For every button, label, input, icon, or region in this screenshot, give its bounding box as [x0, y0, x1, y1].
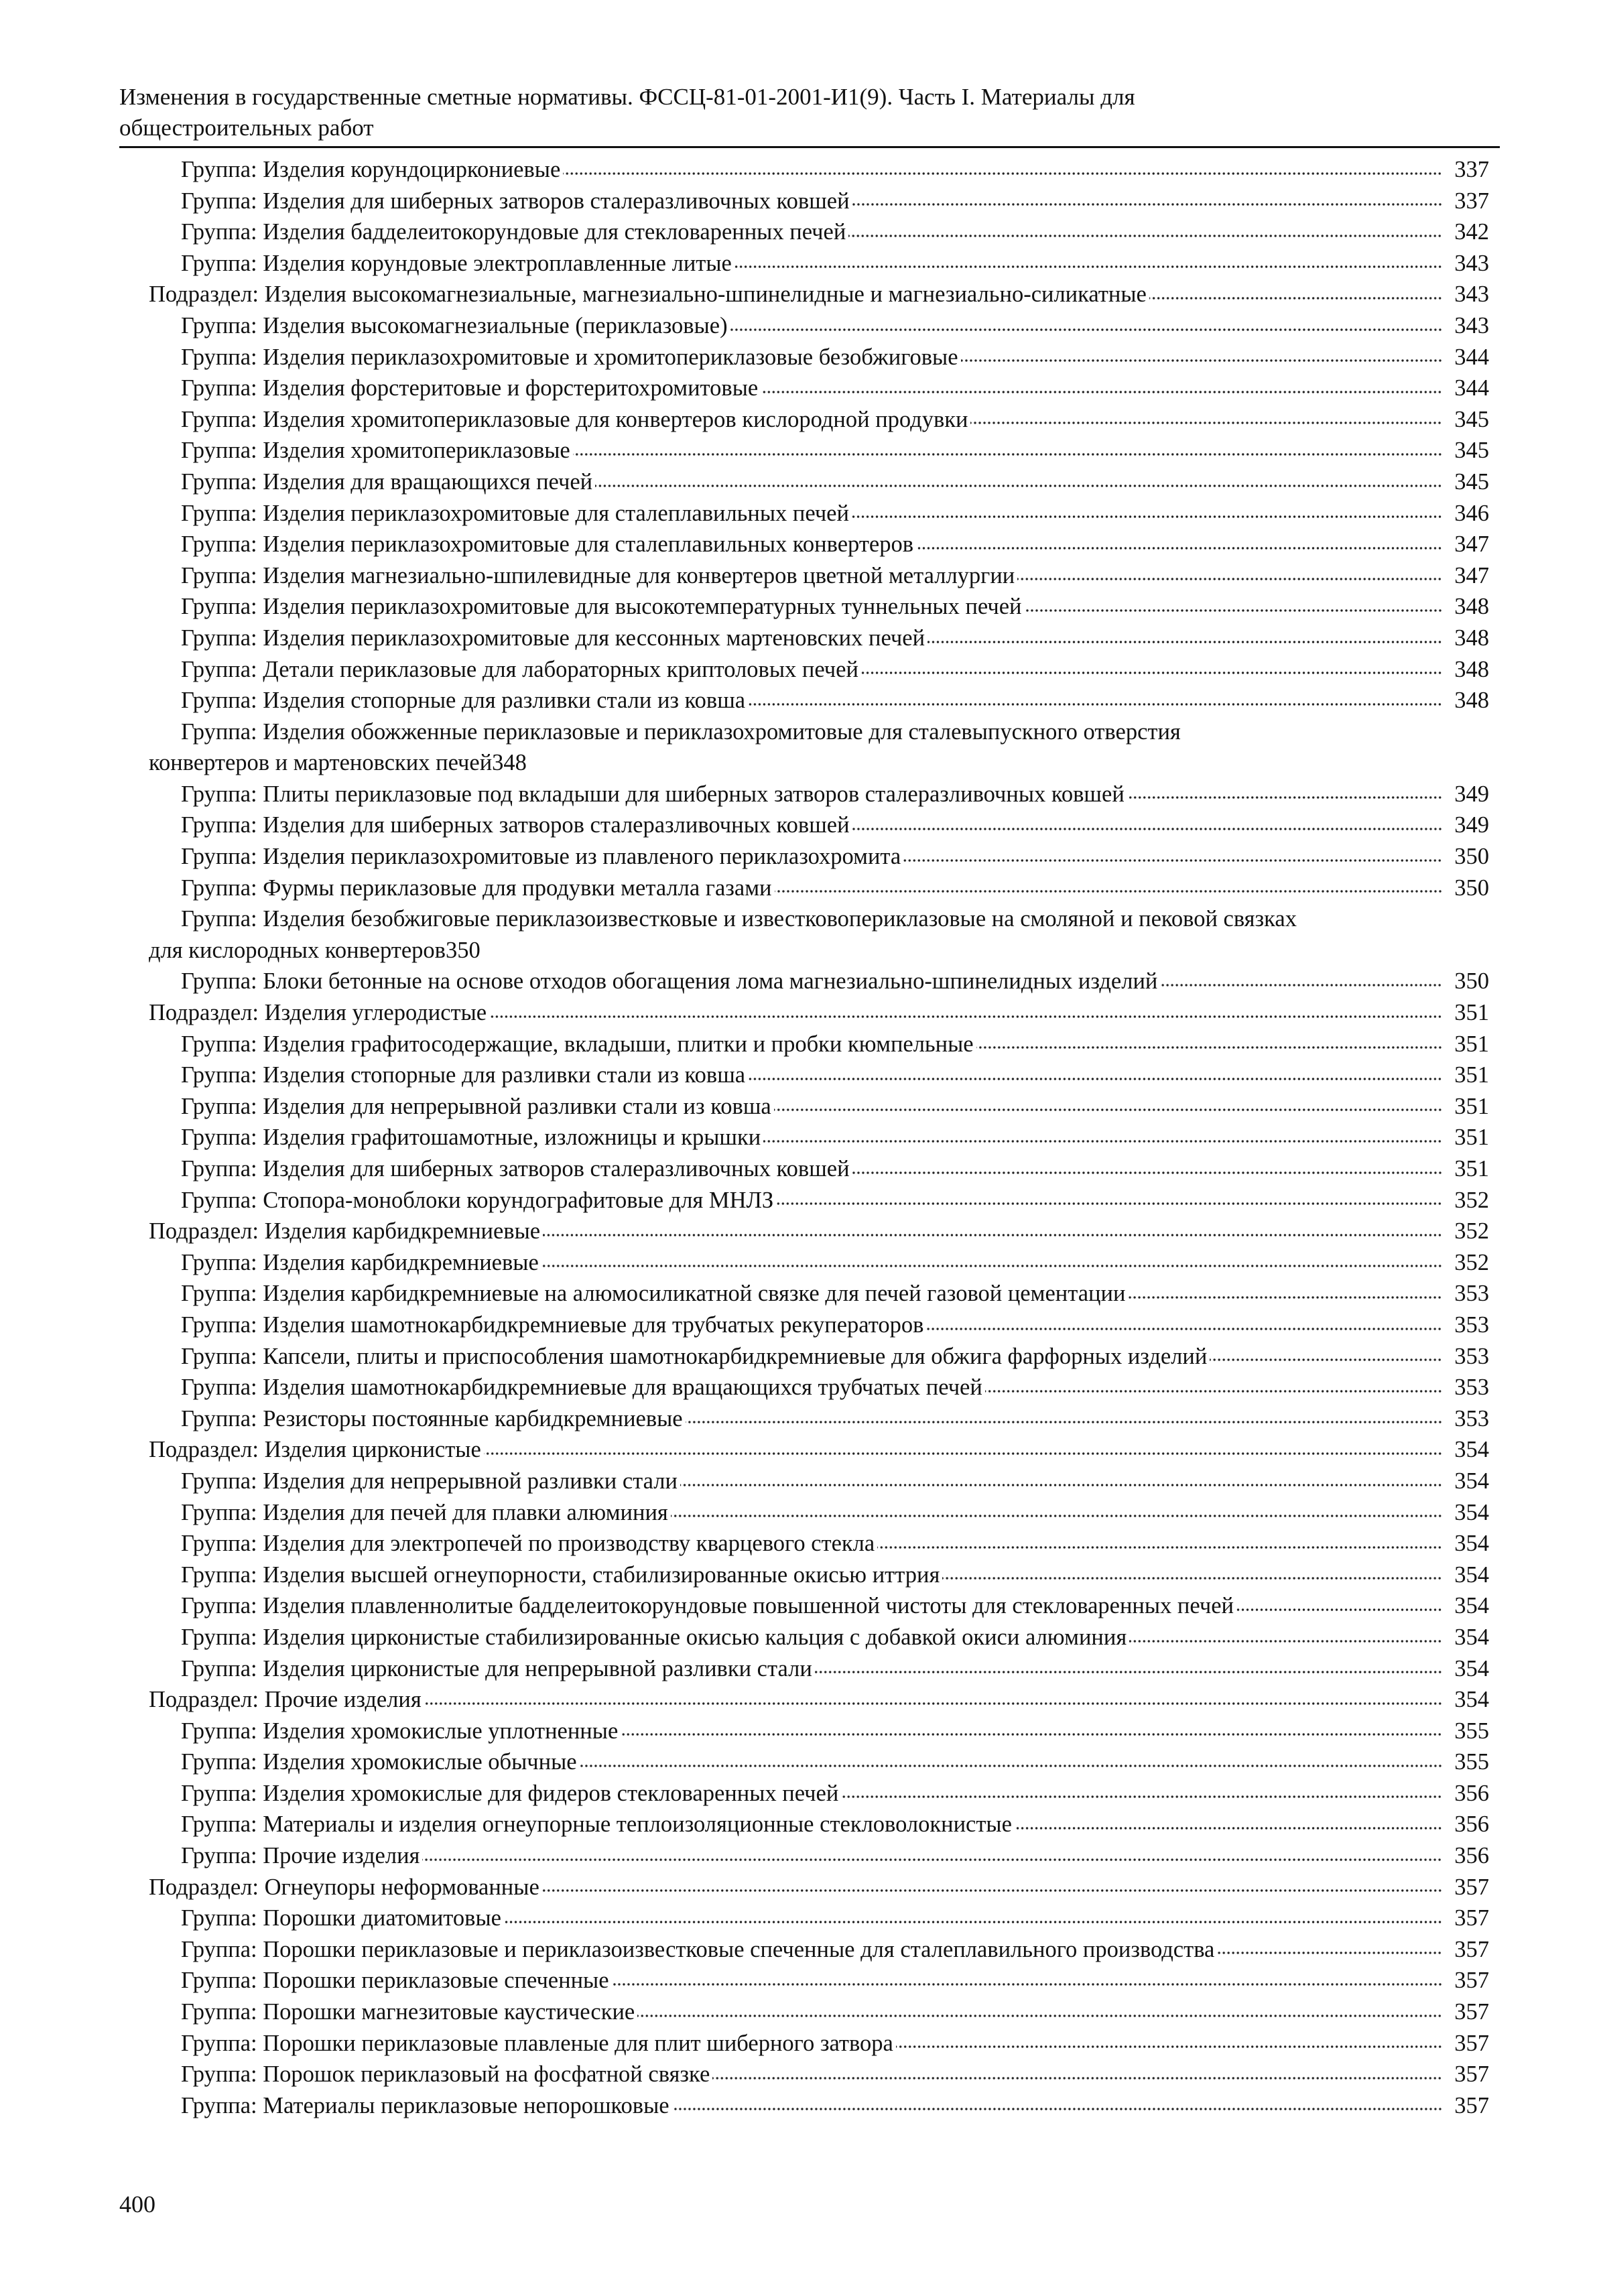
toc-entry-group	[149, 1060, 1489, 1091]
toc-entry-group	[149, 1091, 1489, 1123]
dot-leader	[775, 887, 1442, 895]
dot-leader	[1015, 1824, 1442, 1832]
toc-entry-group	[149, 1403, 1489, 1435]
toc-entry-group	[149, 685, 1489, 716]
toc-entry-title: Группа: Плиты периклазовые под вкладыши для шиберных затворов сталеразливочных ковшей	[181, 781, 1125, 807]
toc-entry-group	[149, 2090, 1489, 2122]
toc-entry-title: Группа: Материалы периклазовые непорошковые	[181, 2092, 669, 2118]
toc-page-number: 350	[1454, 875, 1489, 901]
toc-page-number: 352	[1454, 1218, 1489, 1245]
dot-leader	[580, 1762, 1442, 1770]
toc-entry-group	[149, 623, 1489, 654]
dot-leader	[852, 200, 1442, 208]
toc-entry-group	[149, 1965, 1489, 1996]
toc-entry-title: Группа: Изделия периклазохромитовые для сталеплавильных печей	[181, 500, 849, 526]
toc-entry-title: Группа: Изделия корундоциркониевые	[181, 157, 561, 182]
toc-entry-group	[149, 466, 1489, 498]
dot-leader	[970, 419, 1442, 427]
toc-entry-group	[149, 1185, 1489, 1216]
dot-leader	[896, 2043, 1442, 2051]
dot-leader	[1210, 1356, 1442, 1364]
toc-page-number: 354	[1454, 1468, 1489, 1494]
toc-entry-group	[149, 216, 1489, 248]
dot-leader	[671, 1512, 1442, 1520]
toc-entry-title: Группа: Изделия для непрерывной разливки стали из ковша	[181, 1093, 771, 1119]
toc-page-number: 357	[1454, 2061, 1489, 2088]
toc-page-number: 351	[1454, 1031, 1489, 1057]
toc-entry-title: Группа: Прочие изделия	[181, 1843, 420, 1869]
toc-page-number: 347	[1454, 531, 1489, 558]
dot-leader	[424, 1700, 1442, 1708]
toc-entry-title: Группа: Изделия корундовые электроплавленные литые	[181, 250, 732, 276]
toc-page-number: 353	[1454, 1343, 1489, 1369]
toc-entry-title: Группа: Порошки магнезитовые каустические	[181, 1999, 635, 2025]
dot-leader	[776, 1200, 1442, 1208]
toc-page-number: 349	[1454, 781, 1489, 807]
toc-entry-group	[149, 342, 1489, 373]
toc-page-number: 348	[1454, 594, 1489, 620]
toc-page-number: 350	[1454, 968, 1489, 995]
toc-entry-group	[149, 1122, 1489, 1153]
toc-page-number: 357	[1454, 2092, 1489, 2118]
dot-leader	[1236, 1606, 1442, 1614]
toc-page-number: 351	[1454, 1062, 1489, 1088]
toc-entry-group	[149, 1934, 1489, 1966]
toc-page-number: 346	[1454, 500, 1489, 526]
toc-page-number: 343	[1454, 281, 1489, 308]
toc-entry-title: Подраздел: Изделия высокомагнезиальные, магнезиально-шпинелидные и магнезиально-силикатные	[149, 281, 1147, 308]
toc-entry-subsection	[149, 279, 1489, 310]
toc-entry-group	[149, 529, 1489, 560]
dot-leader	[748, 1075, 1442, 1083]
toc-entry-group	[149, 1590, 1489, 1622]
dot-leader	[1025, 607, 1442, 615]
toc-entry-title: Группа: Изделия для электропечей по производству кварцевого стекла	[181, 1531, 875, 1557]
toc-entry-group	[149, 1559, 1489, 1591]
toc-page-number: 343	[1454, 250, 1489, 276]
toc-entry-title: Группа: Изделия хромокислые для фидеров стекловаренных печей	[181, 1780, 839, 1806]
toc-entry-title: Подраздел: Прочие изделия	[149, 1687, 422, 1713]
toc-entry-title: Группа: Изделия высшей огнеупорности, стабилизированные окисью иттрия	[181, 1561, 940, 1588]
toc-entry-title: Группа: Изделия карбидкремниевые	[181, 1249, 539, 1275]
toc-page-number: 357	[1454, 1874, 1489, 1900]
dot-leader	[861, 669, 1442, 677]
toc-entry-group	[149, 591, 1489, 623]
toc-page-number: 351	[1454, 1156, 1489, 1182]
toc-page-number: 348	[492, 750, 527, 776]
toc-entry-group	[149, 248, 1489, 279]
toc-entry-group	[149, 404, 1489, 436]
toc-entry-group	[149, 1778, 1489, 1809]
dot-leader	[942, 1574, 1442, 1582]
dot-leader	[763, 1137, 1442, 1145]
dot-leader	[730, 326, 1442, 334]
toc-entry-title: Группа: Изделия стопорные для разливки стали из ковша	[181, 688, 746, 714]
toc-entry-title: Группа: Изделия периклазохромитовые для сталеплавильных конвертеров	[181, 531, 914, 558]
toc-entry-group	[149, 966, 1489, 997]
toc-entry-continuation	[149, 935, 1489, 966]
toc-page-number: 345	[1454, 438, 1489, 464]
dot-leader	[712, 2074, 1442, 2082]
toc-page-number: 351	[1454, 1000, 1489, 1026]
toc-entry-group	[149, 2059, 1489, 2090]
dot-leader	[852, 513, 1442, 521]
toc-page-number: 349	[1454, 812, 1489, 838]
dot-leader	[672, 2105, 1442, 2113]
toc-entry-group	[149, 1497, 1489, 1529]
toc-entry-title: Группа: Резисторы постоянные карбидкремниевые	[181, 1405, 683, 1431]
toc-entry-subsection	[149, 1872, 1489, 1903]
toc-entry-group	[149, 1746, 1489, 1778]
toc-entry-group	[149, 2028, 1489, 2059]
toc-entry-group	[149, 1622, 1489, 1653]
dot-leader	[612, 1980, 1442, 1988]
toc-entry-group	[149, 841, 1489, 873]
dot-leader	[1128, 1293, 1442, 1301]
toc-entry-group	[149, 1310, 1489, 1341]
toc-page-number: 356	[1454, 1843, 1489, 1869]
dot-leader	[815, 1668, 1442, 1676]
toc-entry-title: Группа: Стопора-моноблоки корундографитовые для МНЛЗ	[181, 1187, 774, 1213]
toc-page-number: 355	[1454, 1749, 1489, 1775]
toc-entry-group	[149, 154, 1489, 186]
toc-entry-group	[149, 560, 1489, 592]
toc-entry-continuation	[149, 747, 1489, 779]
toc-page-number: 357	[1454, 1905, 1489, 1931]
toc-page-number: 344	[1454, 375, 1489, 401]
header-rule	[119, 146, 1500, 148]
toc-entry-group	[149, 873, 1489, 904]
toc-entry-group	[149, 1996, 1489, 2028]
dot-leader	[985, 1387, 1442, 1395]
toc-entry-title: Группа: Порошки периклазовые и периклазоизвестковые спеченные для сталеплавильного производства	[181, 1936, 1215, 1962]
toc-entry-group	[149, 1716, 1489, 1747]
toc-entry-group	[149, 810, 1489, 841]
dot-leader	[1127, 793, 1442, 802]
toc-entry-title-continued: для кислородных конвертеров	[149, 937, 446, 963]
toc-entry-group	[149, 1809, 1489, 1840]
toc-entry-group	[149, 186, 1489, 217]
toc-entry-title: Группа: Изделия для шиберных затворов сталеразливочных ковшей	[181, 1156, 850, 1182]
toc-entry-title: Группа: Изделия бадделеитокорундовые для стекловаренных печей	[181, 219, 846, 245]
toc-page-number: 337	[1454, 157, 1489, 182]
toc-entry-group	[149, 654, 1489, 686]
toc-page-number: 343	[1454, 312, 1489, 338]
toc-page-number: 353	[1454, 1405, 1489, 1431]
toc-entry-group	[149, 1903, 1489, 1934]
toc-page-number: 351	[1454, 1093, 1489, 1119]
toc-entry-title-continued: конвертеров и мартеновских печей	[149, 750, 493, 776]
toc-entry-title: Группа: Изделия периклазохромитовые для высокотемпературных туннельных печей	[181, 594, 1022, 620]
toc-entry-title: Группа: Изделия высокомагнезиальные (периклазовые)	[181, 312, 728, 338]
toc-entry-title: Группа: Порошки диатомитовые	[181, 1905, 501, 1931]
toc-page-number: 344	[1454, 344, 1489, 370]
toc-entry-title: Группа: Порошки периклазовые спеченные	[181, 1968, 609, 1994]
toc-entry-title: Группа: Изделия шамотнокарбидкремниевые для вращающихся трубчатых печей	[181, 1375, 982, 1401]
toc-entry-subsection	[149, 1216, 1489, 1247]
dot-leader	[621, 1730, 1442, 1738]
toc-page-number: 345	[1454, 406, 1489, 432]
dot-leader	[680, 1481, 1442, 1489]
dot-leader	[852, 825, 1442, 833]
toc-entry-group	[149, 716, 1489, 779]
toc-entry-group	[149, 1528, 1489, 1559]
dot-leader	[489, 1013, 1442, 1021]
toc-entry-title: Группа: Изделия графитошамотные, изложницы и крышки	[181, 1125, 761, 1151]
dot-leader	[852, 1169, 1442, 1177]
toc-page-number: 357	[1454, 1968, 1489, 1994]
dot-leader	[573, 450, 1442, 458]
dot-leader	[637, 2012, 1442, 2020]
toc-entry-group	[149, 1653, 1489, 1685]
toc-entry-title: Группа: Изделия хромокислые обычные	[181, 1749, 577, 1775]
toc-entry-title: Группа: Изделия форстеритовые и форстеритохромитовые	[181, 375, 759, 401]
toc-page-number: 354	[1454, 1499, 1489, 1525]
toc-entry-group	[149, 1466, 1489, 1497]
toc-entry-title: Группа: Изделия графитосодержащие, вкладыши, плитки и пробки кюмпельные	[181, 1031, 974, 1057]
dot-leader	[928, 638, 1442, 646]
toc-entry-title: Группа: Изделия для шиберных затворов сталеразливочных ковшей	[181, 188, 850, 214]
dot-leader	[422, 1856, 1442, 1864]
dot-leader	[916, 544, 1442, 552]
toc-entry-title: Группа: Изделия для печей для плавки алюминия	[181, 1499, 668, 1525]
toc-page-number: 337	[1454, 188, 1489, 214]
toc-entry-title: Группа: Материалы и изделия огнеупорные теплоизоляционные стекловолокнистые	[181, 1811, 1012, 1838]
toc-entry-title: Группа: Изделия периклазохромитовые из плавленого периклазохромита	[181, 844, 901, 870]
toc-page-number: 352	[1454, 1249, 1489, 1275]
toc-page-number: 357	[1454, 2030, 1489, 2056]
toc-entry-title: Подраздел: Изделия цирконистые	[149, 1437, 481, 1463]
toc-entry-title: Группа: Изделия плавленнолитые бадделеитокорундовые повышенной чистоты для стекловаренных печей	[181, 1593, 1234, 1619]
toc-entry-group	[149, 435, 1489, 466]
toc-entry-title: Группа: Изделия периклазохромитовые и хромитопериклазовые безобжиговые	[181, 344, 958, 370]
dot-leader	[543, 1231, 1442, 1239]
toc-page-number: 351	[1454, 1125, 1489, 1151]
table-of-contents	[149, 154, 1489, 2121]
toc-page-number: 347	[1454, 562, 1489, 588]
toc-entry-group	[149, 310, 1489, 342]
toc-page-number: 348	[1454, 688, 1489, 714]
toc-entry-group	[149, 1372, 1489, 1403]
toc-entry-title: Группа: Изделия магнезиально-шпилевидные для конвертеров цветной металлургии	[181, 562, 1015, 588]
toc-entry-title: Группа: Изделия для шиберных затворов сталеразливочных ковшей	[181, 812, 850, 838]
toc-page-number: 357	[1454, 1999, 1489, 2025]
dot-leader	[734, 263, 1442, 271]
toc-entry-title: Группа: Изделия для вращающихся печей	[181, 468, 593, 495]
dot-leader	[1160, 981, 1442, 989]
dot-leader	[841, 1793, 1442, 1801]
toc-page-number: 356	[1454, 1811, 1489, 1838]
toc-entry-title: Группа: Изделия карбидкремниевые на алюмосиликатной связке для печей газовой цементации	[181, 1281, 1126, 1307]
dot-leader	[976, 1043, 1442, 1051]
toc-entry-title: Группа: Блоки бетонные на основе отходов обогащения лома магнезиально-шпинелидных изделий	[181, 968, 1158, 995]
toc-entry-title: Группа: Капсели, плиты и приспособления шамотнокарбидкремниевые для обжига фарфорных изделий	[181, 1343, 1208, 1369]
dot-leader	[903, 856, 1442, 865]
toc-entry-title: Группа: Изделия безобжиговые периклазоизвестковые и известковопериклазовые на смоляной и пековой связках	[181, 906, 1297, 932]
toc-page-number: 353	[1454, 1375, 1489, 1401]
toc-entry-group	[149, 1247, 1489, 1279]
toc-entry-group	[149, 1840, 1489, 1872]
toc-page-number: 354	[1454, 1655, 1489, 1681]
toc-entry-group	[149, 903, 1489, 966]
toc-entry-title: Группа: Детали периклазовые для лабораторных криптоловых печей	[181, 656, 858, 682]
dot-leader	[1129, 1637, 1442, 1645]
toc-page-number: 357	[1454, 1936, 1489, 1962]
dot-leader	[774, 1106, 1442, 1114]
dot-leader	[848, 232, 1442, 240]
toc-page-number: 356	[1454, 1780, 1489, 1806]
running-header	[119, 82, 1366, 143]
toc-entry-title: Группа: Изделия обожженные периклазовые и периклазохромитовые для сталевыпускного отверстия	[181, 718, 1181, 745]
page-number: 400	[119, 2191, 155, 2218]
dot-leader	[877, 1543, 1442, 1551]
toc-page-number: 353	[1454, 1312, 1489, 1338]
toc-entry-title: Группа: Изделия стопорные для разливки стали из ковша	[181, 1062, 746, 1088]
dot-leader	[595, 482, 1442, 490]
toc-page-number: 348	[1454, 625, 1489, 651]
toc-page-number: 342	[1454, 219, 1489, 245]
dot-leader	[541, 1262, 1442, 1270]
toc-entry-title: Группа: Изделия хромитопериклазовые для конвертеров кислородной продувки	[181, 406, 968, 432]
header-line-2: общестроительных работ	[119, 115, 374, 141]
toc-entry-title: Группа: Порошок периклазовый на фосфатной связке	[181, 2061, 710, 2088]
toc-entry-title: Подраздел: Огнеупоры неформованные	[149, 1874, 539, 1900]
toc-page-number: 350	[1454, 844, 1489, 870]
dot-leader	[504, 1918, 1442, 1926]
toc-page-number: 354	[1454, 1624, 1489, 1650]
toc-entry-title: Группа: Изделия цирконистые стабилизированные окисью кальция с добавкой окиси алюминия	[181, 1624, 1127, 1650]
toc-entry-title: Подраздел: Изделия карбидкремниевые	[149, 1218, 541, 1245]
dot-leader	[1217, 1949, 1442, 1957]
dot-leader	[926, 1325, 1442, 1333]
toc-entry-group	[149, 1341, 1489, 1373]
toc-entry-title: Группа: Изделия периклазохромитовые для кессонных мартеновских печей	[181, 625, 925, 651]
dot-leader	[761, 388, 1442, 396]
toc-page-number: 354	[1454, 1561, 1489, 1588]
toc-page-number: 355	[1454, 1718, 1489, 1744]
toc-page-number: 348	[1454, 656, 1489, 682]
toc-page-number: 350	[445, 937, 481, 963]
dot-leader	[1149, 294, 1442, 302]
toc-entry-group	[149, 498, 1489, 529]
toc-page-number: 352	[1454, 1187, 1489, 1213]
toc-entry-subsection	[149, 997, 1489, 1029]
dot-leader	[542, 1887, 1442, 1895]
toc-entry-title: Подраздел: Изделия углеродистые	[149, 1000, 487, 1026]
toc-entry-title: Группа: Изделия цирконистые для непрерывной разливки стали	[181, 1655, 812, 1681]
dot-leader	[563, 170, 1442, 178]
toc-entry-group	[149, 1029, 1489, 1060]
toc-entry-title: Группа: Изделия для непрерывной разливки стали	[181, 1468, 678, 1494]
toc-entry-subsection	[149, 1684, 1489, 1716]
header-line-1: Изменения в государственные сметные нормативы. ФССЦ-81-01-2001-И1(9). Часть I. Материалы для	[119, 84, 1135, 110]
toc-entry-subsection	[149, 1434, 1489, 1466]
toc-entry-group	[149, 1153, 1489, 1185]
toc-page-number: 354	[1454, 1687, 1489, 1713]
dot-leader	[748, 700, 1442, 708]
toc-entry-title: Группа: Изделия шамотнокарбидкремниевые для трубчатых рекуператоров	[181, 1312, 924, 1338]
toc-entry-group	[149, 373, 1489, 404]
toc-entry-title: Группа: Изделия хромокислые уплотненные	[181, 1718, 619, 1744]
toc-entry-title: Группа: Изделия хромитопериклазовые	[181, 438, 570, 464]
toc-page-number: 354	[1454, 1593, 1489, 1619]
toc-entry-group	[149, 779, 1489, 810]
toc-page-number: 345	[1454, 468, 1489, 495]
dot-leader	[484, 1450, 1442, 1458]
toc-page-number: 353	[1454, 1281, 1489, 1307]
dot-leader	[961, 357, 1442, 365]
toc-page-number: 354	[1454, 1437, 1489, 1463]
dot-leader	[1017, 575, 1442, 583]
toc-entry-title: Группа: Порошки периклазовые плавленые для плит шиберного затвора	[181, 2030, 893, 2056]
toc-page-number: 354	[1454, 1531, 1489, 1557]
toc-entry-title: Группа: Фурмы периклазовые для продувки металла газами	[181, 875, 772, 901]
toc-entry-group	[149, 1278, 1489, 1310]
dot-leader	[686, 1418, 1442, 1426]
